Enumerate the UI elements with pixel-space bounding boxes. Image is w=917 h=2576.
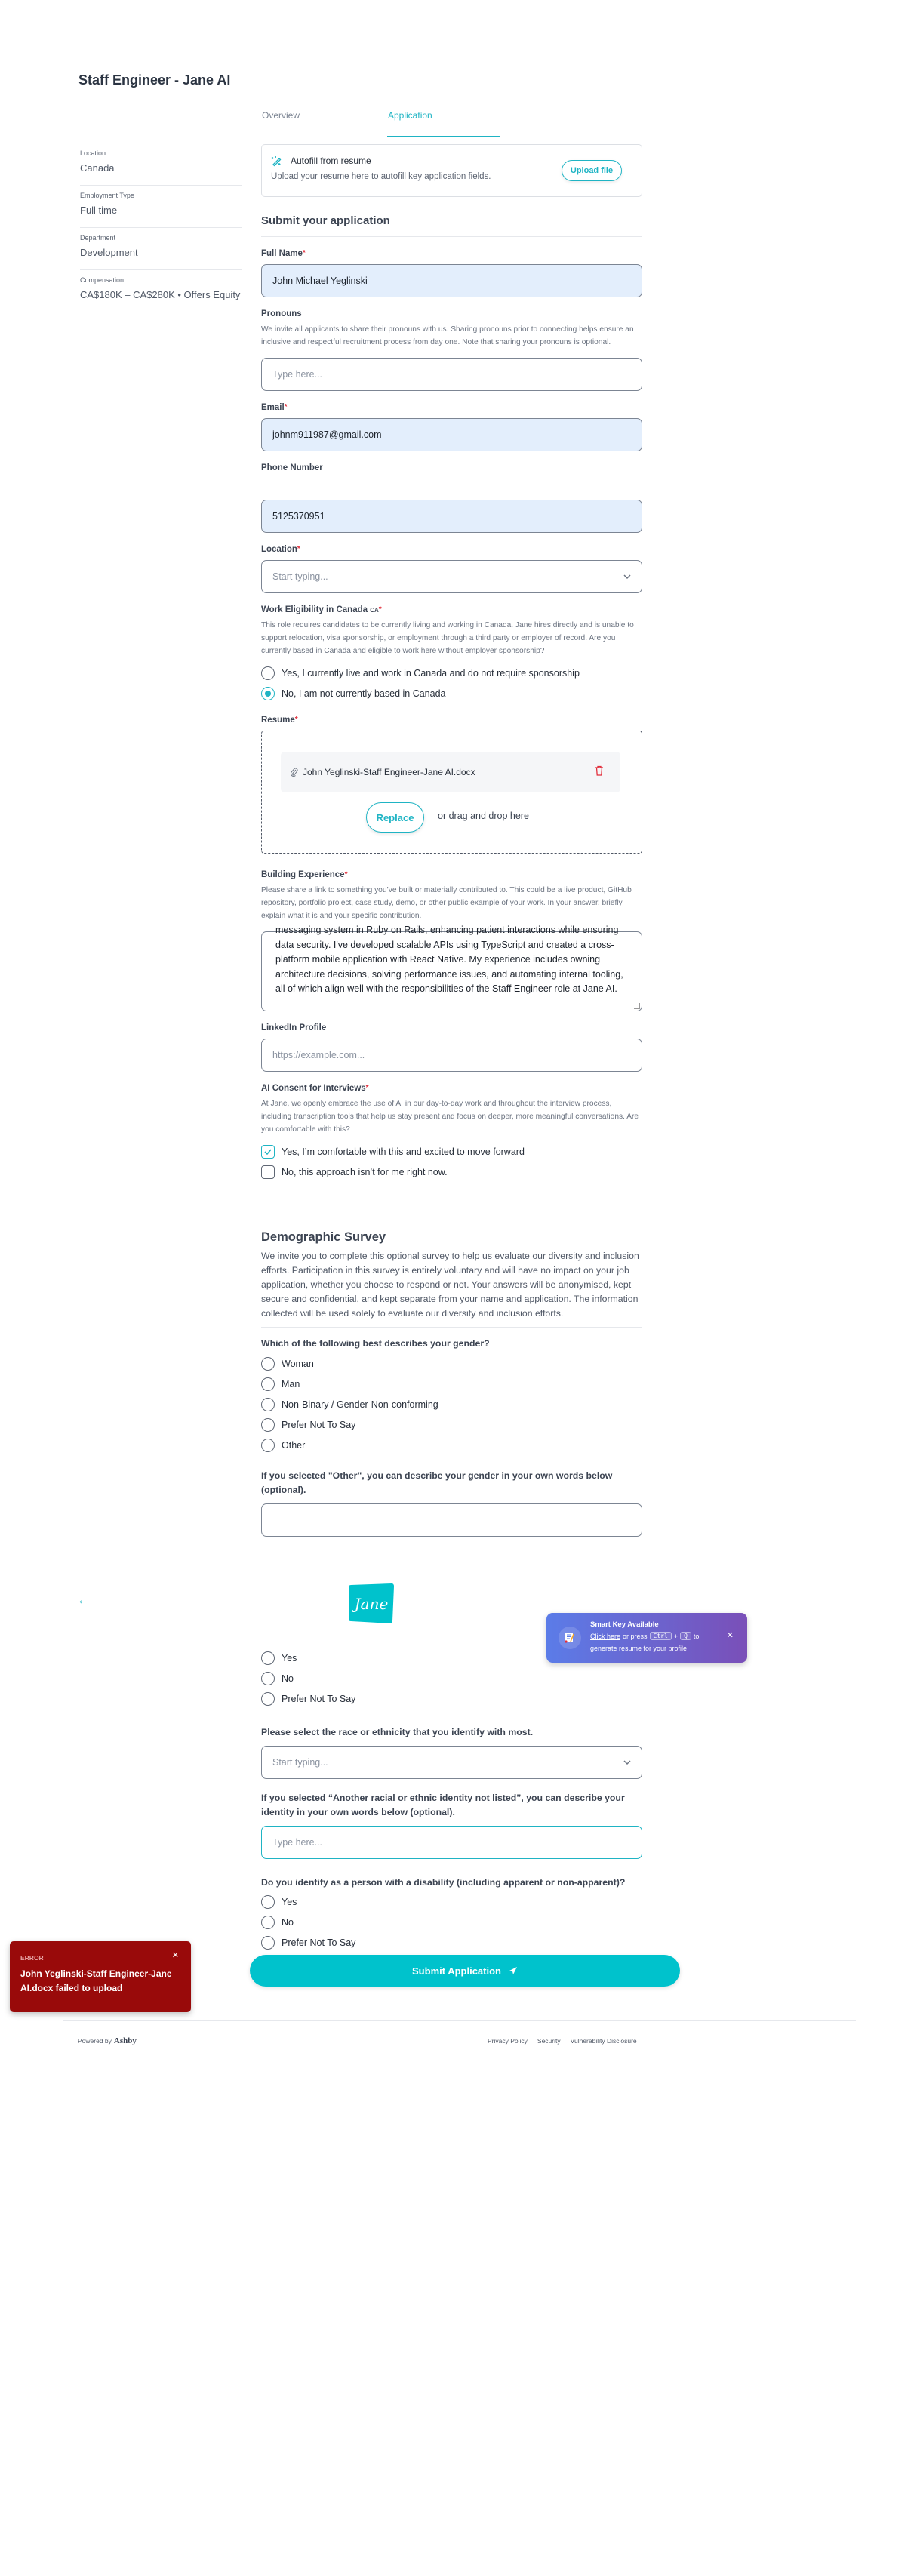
meta-compensation: [80, 270, 242, 312]
radio-label: No: [282, 1673, 294, 1684]
powered-by-text: Powered by: [78, 2037, 112, 2045]
meta-department: [80, 228, 242, 270]
radio-label: Prefer Not To Say: [282, 1937, 356, 1948]
radio-button[interactable]: [261, 1377, 275, 1391]
radio-button[interactable]: [261, 1398, 275, 1411]
paperclip-icon: [291, 768, 298, 777]
pronouns-input[interactable]: [261, 358, 642, 391]
radio-button[interactable]: [261, 1357, 275, 1371]
radio-button[interactable]: [261, 1692, 275, 1706]
required-mark: *: [297, 545, 300, 553]
email-field: [261, 403, 642, 451]
radio-option[interactable]: [261, 1895, 642, 1909]
location-placeholder: Start typing...: [272, 571, 328, 582]
replace-button[interactable]: Replace: [366, 802, 424, 833]
radio-label: Non-Binary / Gender-Non-conforming: [282, 1399, 438, 1410]
close-icon[interactable]: ✕: [171, 1951, 179, 1960]
or-press-text: or press: [623, 1632, 648, 1640]
radio-label: Man: [282, 1379, 300, 1390]
ai-consent-help: At Jane, we openly embrace the use of AI in our day-to-day work and throughout the interview process, including transcription tools that help us stay present and focus on deeper, more meaningful conversations. Are you comfortable with this?: [261, 1100, 639, 1134]
key-q: Q: [680, 1632, 691, 1640]
full-name-input[interactable]: John Michael Yeglinski: [261, 264, 642, 297]
resize-handle[interactable]: [634, 1003, 640, 1009]
location-select[interactable]: [261, 560, 642, 593]
radio-button[interactable]: [261, 1916, 275, 1929]
required-mark: *: [294, 716, 298, 724]
radio-option[interactable]: [261, 1692, 642, 1706]
checkbox-option[interactable]: [261, 1145, 642, 1159]
survey-title: Demographic Survey: [261, 1230, 386, 1244]
section-title: Submit your application: [261, 214, 642, 237]
active-tab-indicator: [387, 136, 500, 137]
disability-question: Do you identify as a person with a disability (including apparent or non-apparent)?: [261, 1877, 626, 1888]
radio-option[interactable]: [261, 1672, 642, 1685]
meta-value: Canada: [80, 162, 115, 174]
resume-field: [261, 716, 642, 854]
radio-button[interactable]: [261, 1651, 275, 1665]
work-eligibility-field: [261, 605, 642, 700]
footer-link-privacy[interactable]: Privacy Policy: [488, 2037, 528, 2045]
submit-application-button[interactable]: [250, 1955, 680, 1987]
send-icon: [509, 1966, 518, 1975]
pronouns-field: [261, 309, 642, 391]
error-label: ERROR: [20, 1954, 44, 1962]
meta-value: Full time: [80, 205, 118, 216]
work-eligibility-label: Work Eligibility in Canada: [261, 605, 368, 614]
submit-label: Submit Application: [412, 1965, 501, 1977]
building-experience-textarea[interactable]: [261, 925, 642, 1011]
drag-drop-text: or drag and drop here: [438, 811, 529, 821]
linkedin-field: [261, 1023, 642, 1072]
autofill-title: Autofill from resume: [291, 155, 371, 166]
meta-employment-type: [80, 186, 242, 228]
footer-link-security[interactable]: Security: [537, 2037, 561, 2045]
survey-intro: We invite you to complete this optional survey to help us evaluate our diversity and inclusion efforts. Participation in this survey is entirely voluntary and will have no impact on your job application, whether you choose to respond or not. Your answers will be anonymised, kept secure and confidential, and kept separate from your name and application. The information collected will be used solely to evaluate our diversity and inclusion efforts.: [261, 1249, 642, 1328]
error-message: John Yeglinski-Staff Engineer-Jane AI.docx failed to upload: [20, 1968, 172, 1993]
tabs: [262, 106, 666, 130]
race-other-question: If you selected “Another racial or ethnic identity not listed”, you can describe your identity in your own words below (optional).: [261, 1793, 625, 1817]
race-question: Please select the race or ethnicity that you identify with most.: [261, 1727, 534, 1737]
flag-ca: CA: [370, 607, 379, 614]
radio-button[interactable]: [261, 1439, 275, 1452]
resume-label: Resume: [261, 716, 295, 725]
radio-option[interactable]: [261, 687, 642, 700]
to-text: to: [693, 1632, 700, 1640]
meta-value: CA$180K – CA$280K • Offers Equity: [80, 289, 241, 300]
building-experience-help: Please share a link to something you’ve built or materially contributed to. This could be a live product, GitHub repository, portfolio project, case study, demo, or other public example of your work. In your answer, briefly explain what it is and your specific contribution.: [261, 886, 632, 920]
linkedin-placeholder: https://example.com...: [272, 1050, 365, 1060]
smart-key-title: Smart Key Available: [590, 1620, 659, 1629]
checkbox-label: Yes, I’m comfortable with this and excited to move forward: [282, 1146, 525, 1157]
radio-label: No: [282, 1917, 294, 1928]
radio-button[interactable]: [261, 1672, 275, 1685]
radio-label: Woman: [282, 1359, 314, 1369]
trash-icon[interactable]: [595, 765, 604, 776]
uploaded-file: [281, 752, 620, 792]
autofill-card: [261, 144, 642, 197]
smart-key-line2: generate resume for your profile: [590, 1645, 688, 1652]
radio-label: Other: [282, 1440, 306, 1451]
radio-label: Prefer Not To Say: [282, 1420, 356, 1430]
radio-button[interactable]: [261, 1418, 275, 1432]
linkedin-input[interactable]: [261, 1039, 642, 1072]
footer-divider: [63, 2020, 856, 2021]
pronouns-label: Pronouns: [261, 309, 302, 319]
radio-option[interactable]: [261, 1377, 642, 1391]
partial-options: [261, 1651, 642, 1706]
checkbox-option[interactable]: [261, 1165, 642, 1179]
file-name: John Yeglinski-Staff Engineer-Jane AI.docx: [303, 767, 475, 777]
race-other-placeholder: Type here...: [272, 1837, 323, 1848]
email-input[interactable]: johnm911987@gmail.com: [261, 418, 642, 451]
radio-option[interactable]: [261, 1936, 642, 1950]
ashby-logo[interactable]: Ashby: [113, 2036, 137, 2045]
meta-label: Department: [80, 234, 116, 242]
gender-other-question: If you selected "Other", you can describe your gender in your own words below (optional).: [261, 1470, 613, 1495]
textarea-content: messaging system in Ruby on Rails, enhancing patient interactions while ensuring data security. I've developed scalable APIs using TypeScript and created a cross-platform mobile application with React Native. My experience includes owning architecture decisions, solving performance issues, and automating internal tooling, all of which align well with the responsibilities of the Staff Engineer role at Jane AI.: [275, 925, 623, 994]
race-select[interactable]: [261, 1746, 642, 1779]
location-field: [261, 545, 642, 593]
email-label: Email: [261, 403, 285, 412]
tab-overview[interactable]: Overview: [262, 110, 300, 121]
application-form-lower: [261, 1651, 642, 1950]
jane-logo: [348, 1583, 395, 1623]
checkmark-icon: [264, 1149, 272, 1155]
chevron-down-icon: [623, 574, 631, 579]
magic-wand-icon: [271, 155, 282, 166]
autofill-subtitle: Upload your resume here to autofill key application fields.: [271, 172, 491, 181]
svg-text:Jane: Jane: [354, 1595, 389, 1613]
tab-application[interactable]: Application: [388, 110, 432, 121]
radio-label: Yes: [282, 1897, 297, 1907]
building-experience-label: Building Experience: [261, 870, 345, 879]
building-experience-field: [261, 870, 642, 1011]
chevron-down-icon: [623, 1760, 631, 1765]
required-mark: *: [365, 1084, 369, 1092]
ai-consent-field: [261, 1084, 642, 1179]
radio-button[interactable]: [261, 1895, 275, 1909]
linkedin-label: LinkedIn Profile: [261, 1023, 327, 1033]
race-other-input[interactable]: [261, 1826, 642, 1859]
powered-by: [78, 2036, 137, 2045]
radio-label: Yes, I currently live and work in Canada and do not require sponsorship: [282, 668, 580, 679]
checkbox-checked[interactable]: [261, 1145, 275, 1159]
radio-option[interactable]: [261, 1651, 642, 1665]
radio-option[interactable]: [261, 666, 642, 680]
disability-options: [261, 1895, 642, 1950]
meta-location: [80, 143, 242, 186]
document-icon: [559, 1627, 581, 1649]
radio-option[interactable]: [261, 1398, 642, 1411]
pronouns-help: We invite all applicants to share their pronouns with us. Sharing pronouns prior to connecting helps ensure an inclusive and respectful recruitment process from day one. Note that sharing your pronouns is optional.: [261, 325, 634, 346]
footer-links: [488, 2037, 637, 2045]
radio-option[interactable]: [261, 1916, 642, 1929]
work-eligibility-help: This role requires candidates to be currently living and working in Canada. Jane hires directly and is unable to support relocation, visa sponsorship, or employment through a third party or employer of record. Are you currently based in Canada and eligible to work here without employer sponsorship?: [261, 621, 634, 655]
phone-label: Phone Number: [261, 463, 323, 472]
upload-file-button[interactable]: Upload file: [562, 160, 622, 181]
meta-label: Compensation: [80, 276, 125, 284]
required-mark: *: [344, 870, 348, 879]
radio-label: Prefer Not To Say: [282, 1694, 356, 1704]
pronouns-placeholder: Type here...: [272, 369, 323, 380]
checkbox[interactable]: [261, 1165, 275, 1179]
key-ctrl: Ctrl: [650, 1632, 672, 1640]
required-mark: *: [284, 403, 288, 411]
back-arrow-icon[interactable]: ←: [77, 1594, 89, 1607]
checkbox-label: No, this approach isn’t for me right now.: [282, 1167, 448, 1177]
radio-option[interactable]: [261, 1357, 642, 1371]
radio-option[interactable]: [261, 1418, 642, 1432]
radio-option[interactable]: [261, 1439, 642, 1452]
required-mark: *: [302, 249, 306, 257]
race-placeholder: Start typing...: [272, 1757, 328, 1768]
meta-label: Employment Type: [80, 192, 134, 199]
close-icon[interactable]: ✕: [726, 1631, 734, 1640]
required-mark: *: [378, 605, 382, 614]
radio-button[interactable]: [261, 1936, 275, 1950]
gender-question: Which of the following best describes your gender?: [261, 1338, 490, 1349]
resume-dropzone[interactable]: [261, 731, 642, 854]
gender-options: [261, 1357, 642, 1452]
full-name-label: Full Name: [261, 249, 303, 258]
full-name-field: [261, 249, 642, 297]
error-toast: [10, 1941, 191, 2012]
radio-button-selected[interactable]: [261, 687, 275, 700]
plus-text: +: [673, 1632, 679, 1640]
location-label: Location: [261, 545, 297, 554]
footer-link-vulnerability[interactable]: Vulnerability Disclosure: [570, 2037, 637, 2045]
radio-label: No, I am not currently based in Canada: [282, 688, 446, 699]
sticky-header: [0, 1577, 917, 1652]
application-form: [261, 144, 642, 1537]
ai-consent-label: AI Consent for Interviews: [261, 1084, 366, 1093]
page-title: Staff Engineer - Jane AI: [78, 72, 231, 88]
click-here-link[interactable]: Click here: [590, 1632, 621, 1640]
gender-other-input[interactable]: [261, 1503, 642, 1537]
phone-field: [261, 463, 642, 533]
meta-label: Location: [80, 149, 106, 157]
radio-button[interactable]: [261, 666, 275, 680]
phone-input[interactable]: 5125370951: [261, 500, 642, 533]
meta-value: Development: [80, 247, 138, 258]
job-meta: [80, 143, 242, 312]
radio-label: Yes: [282, 1653, 297, 1663]
